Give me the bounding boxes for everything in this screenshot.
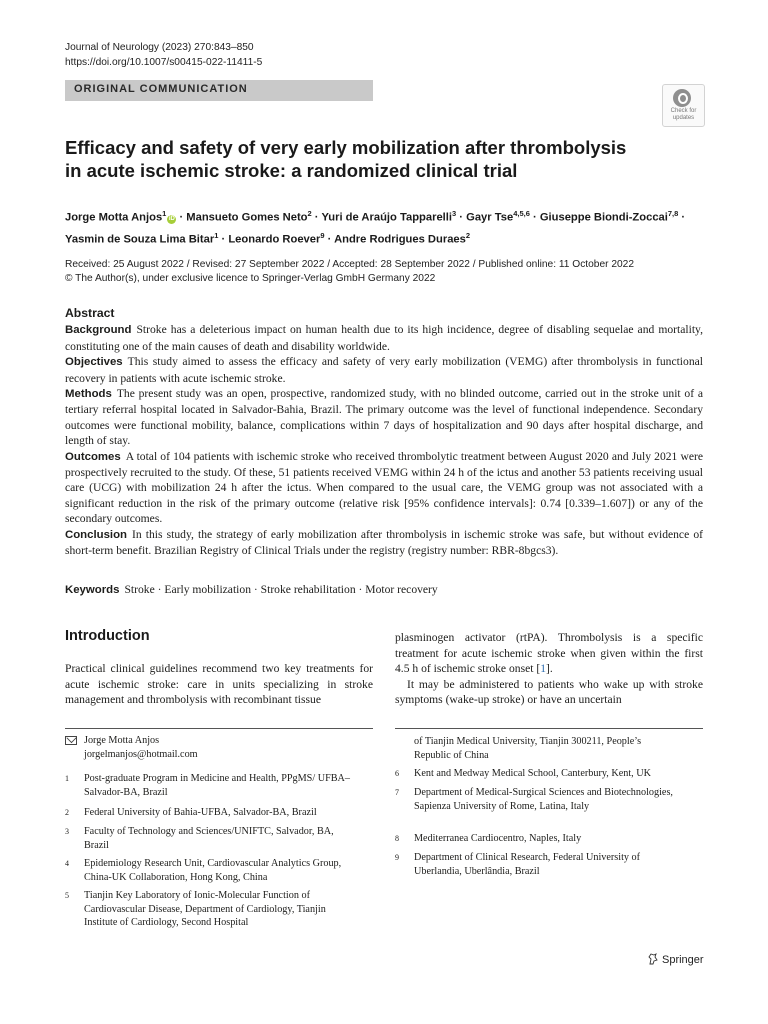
author-affiliation: 4,5,6 <box>513 209 530 218</box>
abstract-background <box>65 322 703 354</box>
journal-citation: Journal of Neurology (2023) 270:843–850 <box>65 42 254 53</box>
author-affiliation: 9 <box>320 230 325 240</box>
citation-link[interactable]: 1 <box>540 662 547 676</box>
author-affiliation: 2 <box>465 230 471 240</box>
correspondence-name: Jorge Motta Anjos <box>84 735 160 746</box>
affiliation-3: 3 Faculty of Technology and Sciences/UNIFTC, Salvador, BA, Brazil <box>65 826 334 851</box>
section-text: A total of 104 patients with ischemic stroke who received thrombolytic treatment between August 2020 and July 2021 were prospectively recruited to the study. Of these, 51 patients received VEMG within 24 h of the ictus and another 53 patients receiving usual care (UCG) with mobilization 24 h after the ictus. When compared to the usual care, the VEMG group was not associated with a significant reduction in the risk of the primary outcome (relative risk [95% confidence intervals]: 0.74 [0.339–1.607]) or any of the secondary outcomes. <box>65 449 703 526</box>
intro-paragraph: It may be administered to patients who wake up with stroke symptoms (wake-up stroke) or have an uncertain <box>395 677 703 707</box>
copyright-line: © The Author(s), under exclusive licence to Springer-Verlag GmbH Germany 2022 <box>65 273 436 284</box>
intro-right-column <box>395 630 703 708</box>
keywords-label: Keywords <box>65 584 120 596</box>
affiliation-1: 1 Post-graduate Program in Medicine and Health, PPgMS/ UFBA–Salvador-BA, Brazil <box>65 773 350 798</box>
intro-left-column <box>65 661 373 708</box>
affiliation-4: 4 Epidemiology Research Unit, Cardiovascular Analytics Group, China-UK Collaboration, Hong Kong, China <box>65 858 342 883</box>
section-text: In this study, the strategy of early mobilization after thrombolysis in ischemic stroke was safe, but without evidence of short-term benefit. Brazilian Registry of Clinical Trials under the registry (registry number: RBR-8bgcs3). <box>65 527 703 558</box>
section-label: Conclusion <box>65 528 128 541</box>
introduction-heading: Introduction <box>65 628 150 644</box>
author-affiliation: 1 <box>162 209 167 218</box>
intro-paragraph: plasminogen activator (rtPA). Thrombolysis is a specific treatment for acute ischemic stroke when given within the first 4.5 h of ischemic stroke onset [1]. <box>395 631 703 676</box>
publisher-logo <box>648 953 704 966</box>
abstract-conclusion <box>65 527 703 559</box>
intro-paragraph: Practical clinical guidelines recommend two key treatments for acute ischemic stroke: care in units specializing in stroke management and thrombolysis with recombinant tissue <box>65 662 373 707</box>
section-label: Outcomes <box>65 450 121 463</box>
abstract-objectives <box>65 354 703 386</box>
author-affiliation: 1 <box>214 230 219 240</box>
publication-dates <box>65 258 715 286</box>
author-affiliation: 3 <box>452 209 457 218</box>
affiliation-9: 9 Department of Clinical Research, Federal University of Uberlandia, Uberlândia, Brazil <box>395 852 641 877</box>
section-text: The present study was an open, prospective, randomized study, with no blinded outcome, carried out in the stroke unit of a tertiary referral hospital located in Salvador-Bahia, Brazil. The primary outcome was the level of functional independence. Secondary outcomes were functional mobility, balance, complications within 7 days of hospitalization and 90 days after hospital discharge, and length of stay. <box>65 387 703 448</box>
correspondence <box>65 734 365 761</box>
title-line-1: Efficacy and safety of very early mobilization after thrombolysis <box>65 137 627 158</box>
author-affiliation: 2 <box>307 209 312 218</box>
article-type-label: ORIGINAL COMMUNICATION <box>74 83 248 95</box>
orcid-icon[interactable]: iD <box>168 215 175 222</box>
affiliation-5-continued: of Tianjin Medical University, Tianjin 300211, People’s Republic of China <box>414 736 642 761</box>
author-list: Jorge Motta Anjos$^1$iD · Mansueto Gomes Neto$^2$ · Yuri de Araújo Tapparelli$^3$ · Gayr Tse$^{4,5,6}$ · Giuseppe Biondi‑Zoccai$^{7,8}$ · Yasmin de Souza Lima Bitar$^1$ · Leonardo Roever$^9$ · Andre Rodrigues Duraes$^2$ <box>65 209 686 246</box>
author-name[interactable]: Giuseppe Biondi‑Zoccai <box>539 211 668 224</box>
footnote-divider <box>395 728 703 729</box>
check-badge-line2: updates <box>672 115 695 121</box>
check-updates-icon <box>673 89 691 107</box>
affiliation-6: 6 Kent and Medway Medical School, Canterbury, Kent, UK <box>395 768 651 779</box>
article-title <box>65 136 665 182</box>
author-name[interactable]: Andre Rodrigues Duraes <box>334 233 466 246</box>
journal-reference <box>65 40 262 70</box>
affiliation-7: 7 Department of Medical-Surgical Sciences and Biotechnologies, Sapienza University of Rome, Latina, Italy <box>395 787 673 812</box>
correspondence-email[interactable]: jorgelmanjos@hotmail.com <box>84 748 198 760</box>
author-name[interactable]: Jorge Motta Anjos <box>65 211 163 224</box>
affiliation-8: 8 Mediterranea Cardiocentro, Naples, Italy <box>395 833 582 844</box>
springer-horse-icon <box>648 953 658 965</box>
author-name[interactable]: Gayr Tse <box>466 211 514 224</box>
abstract-methods <box>65 386 703 449</box>
check-badge-line1: Check for <box>670 108 697 114</box>
doi-link[interactable]: https://doi.org/10.1007/s00415-022-11411-5 <box>65 57 263 68</box>
section-label: Objectives <box>65 356 123 369</box>
section-text: Stroke has a deleterious impact on human health due to its high incidence, degree of disabling sequelae and mortality, constituting one of the main causes of death and disability worldwide. <box>65 323 703 353</box>
author-name[interactable]: Leonardo Roever <box>228 233 321 246</box>
affiliation-2: 2 Federal University of Bahia-UFBA, Salvador-BA, Brazil <box>65 807 317 818</box>
section-text: This study aimed to assess the efficacy and safety of very early mobilization (VEMG) after thrombolysis in functional recovery in patients with acute ischemic stroke. <box>65 355 703 385</box>
author-name[interactable]: Yuri de Araújo Tapparelli <box>321 211 452 224</box>
abstract-outcomes <box>65 449 703 527</box>
keywords <box>65 582 703 598</box>
section-label: Methods <box>65 388 112 401</box>
check-for-updates-badge[interactable] <box>662 84 705 127</box>
affiliation-5: 5 Tianjin Key Laboratory of Ionic-Molecular Function of Cardiovascular Disease, Department of Cardiology, Tianjin Institute of Cardiology, Second Hospital <box>65 890 326 929</box>
section-label: Background <box>65 324 132 337</box>
title-line-2: in acute ischemic stroke: a randomized clinical trial <box>65 160 518 181</box>
history-dates: Received: 25 August 2022 / Revised: 27 September 2022 / Accepted: 28 September 2022 / Published online: 11 October 2022 <box>65 259 634 270</box>
footnote-divider <box>65 728 373 729</box>
keywords-text: Stroke · Early mobilization · Stroke rehabilitation · Motor recovery <box>124 583 438 596</box>
author-affiliation: 7,8 <box>667 209 679 218</box>
abstract <box>65 306 703 559</box>
author-name[interactable]: Yasmin de Souza Lima Bitar <box>65 233 215 246</box>
author-name[interactable]: Mansueto Gomes Neto <box>186 211 308 224</box>
publisher-name: Springer <box>662 954 704 966</box>
abstract-heading: Abstract <box>65 306 115 320</box>
